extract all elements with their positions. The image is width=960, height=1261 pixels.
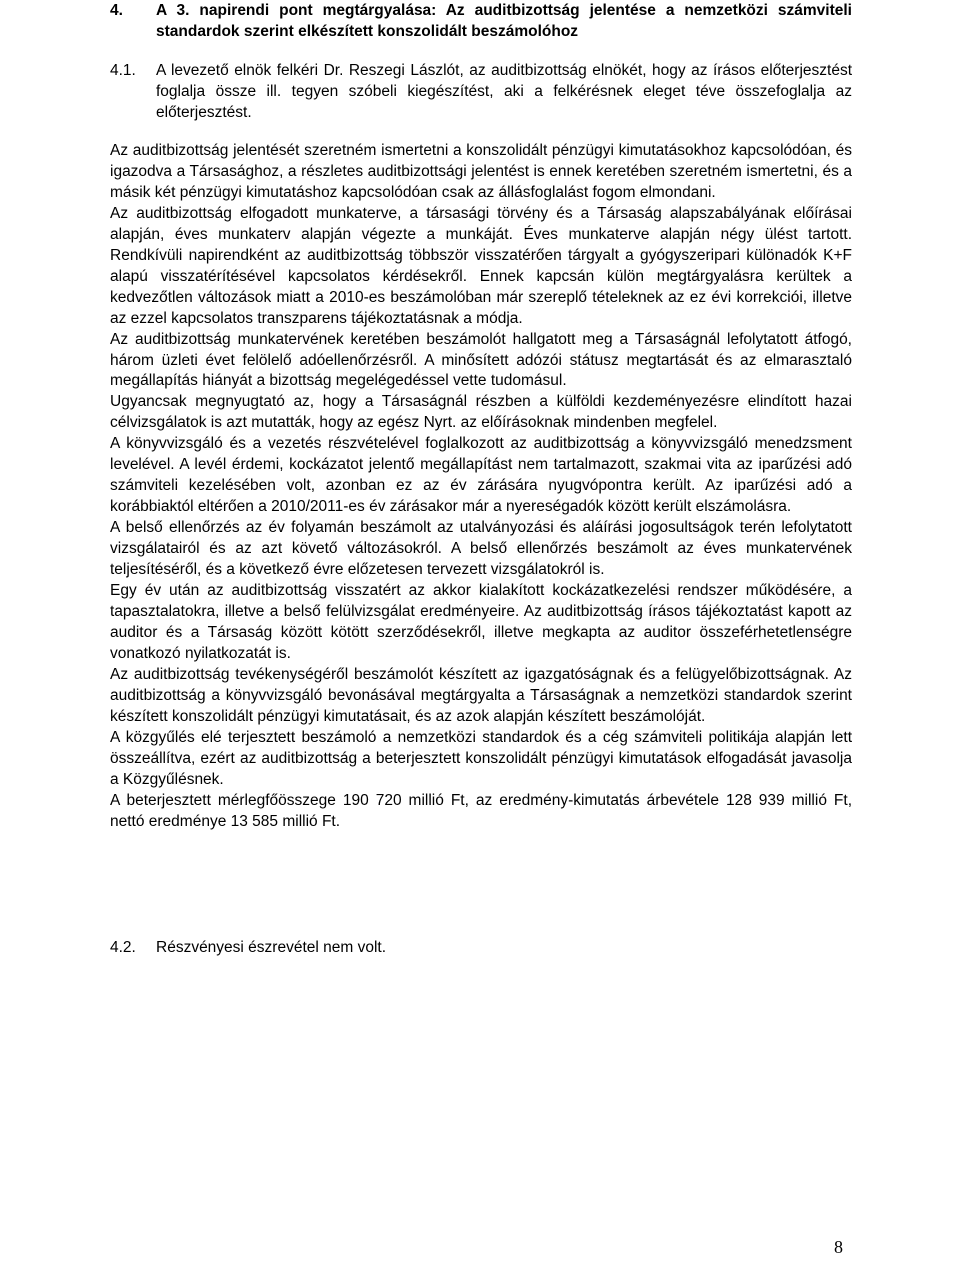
- section-title: A 3. napirendi pont megtárgyalása: Az auditbizottság jelentése a nemzetközi számviteli standardok szerint elkészített konszolidált beszámolóhoz: [156, 2, 852, 40]
- section-heading: [110, 0, 852, 42]
- subsection-text: A levezető elnök felkéri Dr. Reszegi Lászlót, az auditbizottság elnökét, hogy az írásos előterjesztést foglalja össze ill. tegyen szóbeli kiegészítést, aki a felkérésnek eleget téve összefoglalja az előterjesztést.: [156, 62, 852, 121]
- paragraph: Az auditbizottság jelentését szeretném ismertetni a konszolidált pénzügyi kimutatásokhoz kapcsolódóan, és igazodva a Társasághoz, a részletes auditbizottsági jelentést is ennek keretében szeretném ismertetni, és a másik két pénzügyi kimutatáshoz kapcsolódóan csak az állásfoglalást fogom elmondani.: [110, 142, 852, 201]
- paragraph: Az auditbizottság tevékenységéről beszámolót készített az igazgatóságnak és a felügyelőbizottságnak. Az auditbizottság a könyvvizsgáló bevonásával megtárgyalta a Társaságnak a nemzetközi standardok szerint készített konszolidált pénzügyi kimutatásait, és az azok alapján készített beszámolóját.: [110, 665, 852, 725]
- paragraph: A belső ellenőrzés az év folyamán beszámolt az utalványozási és aláírási jogosultságok terén lefolytatott vizsgálatairól és az azt követő változásokról. A belső ellenőrzés beszámolt az éves munkatervének teljesítéséről, és a következő évre előzetesen tervezett vizsgálatokról is.: [110, 519, 852, 579]
- section-number: 4.: [110, 2, 123, 19]
- paragraph: A könyvvizsgáló és a vezetés részvételével foglalkozott az auditbizottság a könyvvizsgáló menedzsment levelével. A levél érdemi, kockázatot jelentő megállapítást nem tartalmazott, szakmai vita az iparűzési adó számviteli kezelésében volt, azonban ez az év zárására nyugvópontra került. Az iparűzési adó a korábbiaktól eltérően a 2010/2011-es év zárásakor már a nyereségadók között került elszámolásra.: [110, 435, 852, 516]
- report-body: [110, 141, 852, 832]
- paragraph: Az auditbizottság munkatervének keretében beszámolót hallgatott meg a Társaságnál lefolytatott átfogó, három üzleti évet felölelő adóellenőrzésről. A minősített adózói státusz megtartását és az elmarasztaló megállapítás hiányát a bizottság megelégedéssel vette tudomásul.: [110, 330, 852, 390]
- paragraph: A beterjesztett mérlegfőösszege 190 720 millió Ft, az eredmény-kimutatás árbevétele 128 939 millió Ft, nettó eredménye 13 585 millió Ft.: [110, 791, 852, 830]
- subsection-number: 4.1.: [110, 62, 136, 79]
- page-number: 8: [834, 1237, 843, 1257]
- subsection-text: Részvényesi észrevétel nem volt.: [156, 939, 387, 956]
- paragraph: A közgyűlés elé terjesztett beszámoló a nemzetközi standardok és a cég számviteli politikája alapján lett összeállítva, ezért az auditbizottság a beterjesztett konszolidált pénzügyi kimutatások elfogadását javasolja a Közgyűlésnek.: [110, 728, 852, 788]
- subsection-number: 4.2.: [110, 939, 136, 956]
- subsection-4-2: [110, 937, 852, 958]
- paragraph: Az auditbizottság elfogadott munkaterve, a társasági törvény és a Társaság alapszabályának előírásai alapján, éves munkaterv alapján végezte a munkáját. Éves munkaterve alapján négy ülést tartott. Rendkívüli napirendként az auditbizottság többször visszatérően tárgyalt a gyógyszeripari különadók K+F alapú visszatérítésével kapcsolatos kérdésekről. Ennek kapcsán külön megtárgyalásra kerültek a kedvezőtlen változások miatt a 2010-es beszámolóban már szereplő tételeknek az ez évi korrekciói, illetve az ezzel kapcsolatos transzparens tájékoztatásnak a módja.: [110, 204, 852, 327]
- subsection-4-1: [110, 60, 852, 123]
- paragraph: Ugyancsak megnyugtató az, hogy a Társaságnál részben a külföldi kezdeményezésre elindított hazai célvizsgálatok is azt mutatták, hogy az egész Nyrt. az előírásoknak mindenben megfelel.: [110, 393, 852, 432]
- paragraph: Egy év után az auditbizottság visszatért az akkor kialakított kockázatkezelési rendszer működésére, a tapasztalatokra, illetve a belső felülvizsgálat eredményeire. Az auditbizottság írásos tájékoztatást kapott az auditor és a Társaság között kötött szerződésekről, illetve megkapta az auditor összeférhetetlenségre vonatkozó nyilatkozatát is.: [110, 582, 852, 662]
